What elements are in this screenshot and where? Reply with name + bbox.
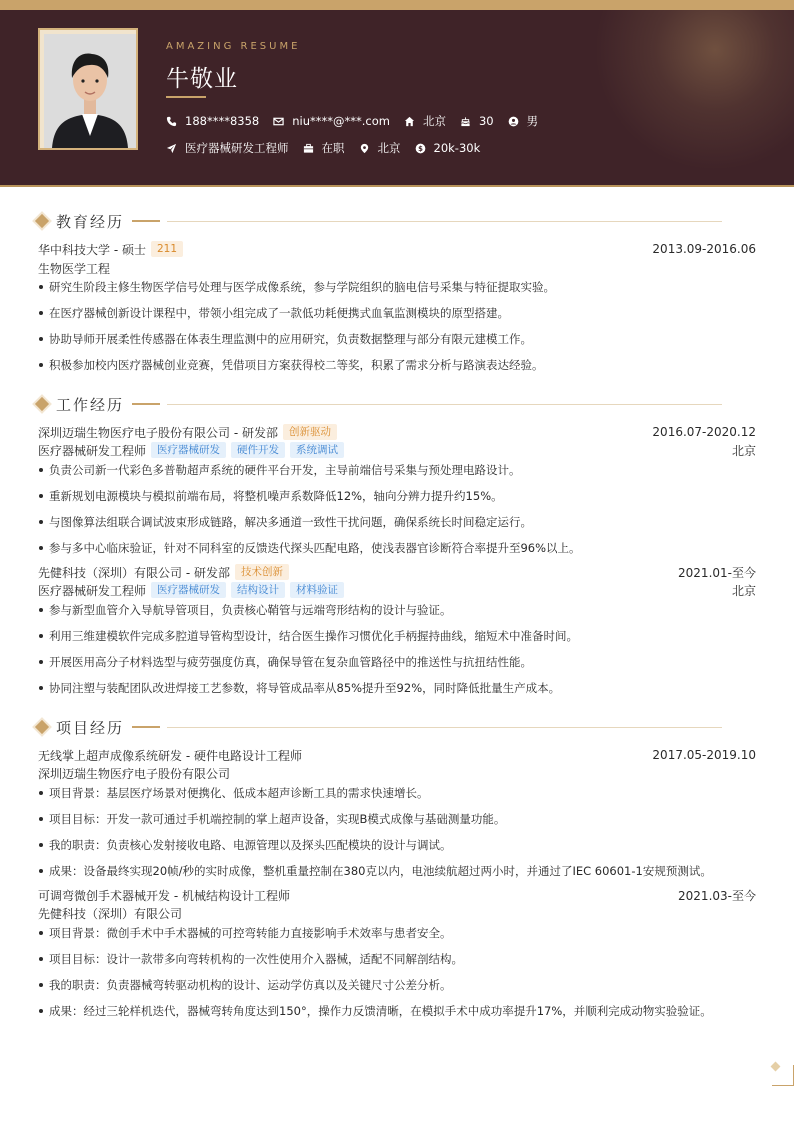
briefcase-icon: [303, 143, 314, 154]
bullet-dot: [39, 686, 43, 690]
major: 生物医学工程: [38, 261, 111, 276]
school-tag: 211: [151, 241, 183, 257]
section-accent-line: [132, 403, 160, 405]
education-date: 2013.09-2016.06: [652, 242, 756, 256]
corner-diamond-decoration: [771, 1062, 781, 1072]
list-item: [38, 462, 756, 478]
list-item: [38, 977, 756, 993]
project-company-row: [38, 764, 756, 782]
project-section-header: [34, 717, 160, 737]
age-value: 30: [478, 114, 494, 128]
corner-line-decoration: [772, 1085, 794, 1086]
skill-tag: 医疗器械研发: [151, 442, 226, 458]
bullet-dot: [39, 337, 43, 341]
skill-tag: 医疗器械研发: [151, 582, 226, 598]
section-rule: [167, 221, 722, 222]
project-company-row: [38, 904, 756, 922]
job-status-item: [303, 140, 345, 156]
list-item-text: 积极参加校内医疗器械创业竞赛，凭借项目方案获得校二等奖，积累了需求分析与路演表达经验。: [49, 358, 544, 372]
bullet-dot: [39, 791, 43, 795]
name-underline: [166, 96, 206, 98]
section-title-projects: 项目经历: [56, 718, 125, 737]
gender-value: 男: [526, 114, 539, 128]
bullet-dot: [39, 546, 43, 550]
education-major-row: [38, 259, 756, 277]
diamond-icon: [35, 397, 49, 411]
job-city: 北京: [731, 583, 756, 598]
section-accent-line: [132, 220, 160, 222]
skill-tag: 系统调试: [290, 442, 344, 458]
resume-header: [0, 10, 794, 186]
phone-value: 188****8358: [185, 114, 260, 128]
target-city-value: 北京: [377, 141, 401, 155]
bullet-dot: [39, 608, 43, 612]
bullet-dot: [39, 363, 43, 367]
skill-tag: 结构设计: [231, 582, 285, 598]
job-tag: 创新驱动: [283, 424, 337, 440]
company-dept: 先健科技（深圳）有限公司 - 研发部: [38, 565, 230, 580]
phone-icon: [166, 116, 177, 127]
list-item-text: 项目目标：设计一款带多向弯转机构的一次性使用介入器械，适配不同解剖结构。: [49, 952, 463, 966]
list-item-text: 与图像算法组联合调试波束形成链路，解决多通道一致性干扰问题，确保系统长时间稳定运行。: [49, 515, 532, 529]
job-tag: 技术创新: [235, 564, 289, 580]
list-item: [38, 357, 756, 373]
section-title-education: 教育经历: [56, 212, 125, 231]
job-status-value: 在职: [321, 141, 345, 155]
list-item-text: 开展医用高分子材料选型与疲劳强度仿真，确保导管在复杂血管路径中的推送性与抗扭结性能。: [49, 655, 532, 669]
profile-photo-frame: [38, 28, 138, 150]
work-section-header: [34, 394, 160, 414]
list-item-text: 成果：设备最终实现20帧/秒的实时成像，整机重量控制在380克以内，电池续航超过两小时，并通过了IEC 60601-1安规预测试。: [49, 864, 712, 878]
education-section-header: [34, 211, 160, 231]
list-item-text: 利用三维建模软件完成多腔道导管构型设计，结合医生操作习惯优化手柄握持曲线，缩短术中准备时间。: [49, 629, 578, 643]
residence-value: 北京: [422, 114, 446, 128]
bullet-dot: [39, 817, 43, 821]
list-item-text: 我的职责：负责核心发射接收电路、电源管理以及探头匹配模块的设计与调试。: [49, 838, 452, 852]
list-item-text: 在医疗器械创新设计课程中，带领小组完成了一款低功耗便携式血氧监测模块的原型搭建。: [49, 306, 509, 320]
list-item: [38, 680, 756, 696]
skill-tag: 材料验证: [290, 582, 344, 598]
list-item: [38, 602, 756, 618]
email-item: [273, 114, 390, 128]
list-item: [38, 837, 756, 853]
list-item: [38, 514, 756, 530]
section-rule: [167, 727, 722, 728]
job-position: 医疗器械研发工程师: [38, 443, 147, 458]
cake-icon: [460, 116, 471, 127]
diamond-icon: [35, 720, 49, 734]
svg-text:$: $: [417, 144, 423, 153]
list-item-text: 协同注塑与装配团队改进焊接工艺参数，将导管成品率从85%提升至92%，同时降低批量生产成本。: [49, 681, 561, 695]
list-item: [38, 785, 756, 801]
list-item: [38, 654, 756, 670]
project-company: 深圳迈瑞生物医疗电子股份有限公司: [38, 766, 231, 781]
diamond-icon: [35, 214, 49, 228]
bullet-dot: [39, 634, 43, 638]
list-item-text: 参与新型血管介入导航导管项目，负责核心鞘管与远端弯形结构的设计与验证。: [49, 603, 452, 617]
list-item: [38, 951, 756, 967]
list-item: [38, 279, 756, 295]
education-heading-row: [38, 240, 756, 258]
list-item-text: 项目背景：基层医疗场景对便携化、低成本超声诊断工具的需求快速增长。: [49, 786, 429, 800]
profile-photo: [44, 34, 136, 148]
list-item: [38, 811, 756, 827]
school-degree: 华中科技大学 - 硕士: [38, 242, 146, 257]
list-item: [38, 488, 756, 504]
list-item: [38, 628, 756, 644]
list-item-text: 项目背景：微创手术中手术器械的可控弯转能力直接影响手术效率与患者安全。: [49, 926, 452, 940]
bullet-dot: [39, 311, 43, 315]
list-item: [38, 540, 756, 556]
project-heading-row: [38, 746, 756, 764]
bullet-dot: [39, 285, 43, 289]
user-icon: [508, 116, 519, 127]
list-item: [38, 1003, 756, 1019]
contact-row: [166, 112, 552, 130]
bullet-dot: [39, 957, 43, 961]
project-name-role: 无线掌上超声成像系统研发 - 硬件电路设计工程师: [38, 748, 302, 763]
project-heading-row: [38, 886, 756, 904]
list-item: [38, 331, 756, 347]
gender-item: [508, 113, 539, 129]
target-city-item: [359, 140, 401, 156]
home-icon: [404, 116, 415, 127]
target-position-value: 医疗器械研发工程师: [185, 141, 289, 155]
target-position-item: [166, 140, 289, 156]
skill-tag: 硬件开发: [231, 442, 285, 458]
project-company: 先健科技（深圳）有限公司: [38, 906, 183, 921]
job-heading-row: [38, 423, 756, 441]
job-intent-row: [166, 139, 494, 157]
list-item-text: 重新规划电源模块与模拟前端布局，将整机噪声系数降低12%，轴向分辨力提升约15%。: [49, 489, 503, 503]
job-date: 2021.01-至今: [678, 565, 756, 580]
list-item-text: 我的职责：负责器械弯转驱动机构的设计、运动学仿真以及关键尺寸公差分析。: [49, 978, 452, 992]
project-date: 2021.03-至今: [678, 888, 756, 903]
job-city: 北京: [731, 443, 756, 458]
list-item-text: 协助导师开展柔性传感器在体表生理监测中的应用研究，负责数据整理与部分有限元建模工作。: [49, 332, 532, 346]
phone-item: [166, 114, 259, 128]
candidate-name: 牛敬业: [166, 66, 238, 92]
job-position-row: [38, 581, 756, 599]
money-icon: [415, 143, 426, 154]
list-item-text: 参与多中心临床验证，针对不同科室的反馈迭代探头匹配电路，使浅表器官诊断符合率提升至96%以上。: [49, 541, 581, 555]
salary-item: [415, 141, 481, 155]
job-date: 2016.07-2020.12: [652, 425, 756, 439]
section-rule: [167, 404, 722, 405]
bullet-dot: [39, 520, 43, 524]
job-position: 医疗器械研发工程师: [38, 583, 147, 598]
list-item: [38, 305, 756, 321]
bullet-dot: [39, 843, 43, 847]
age-item: [460, 114, 494, 128]
bullet-dot: [39, 660, 43, 664]
email-value: niu****@***.com: [292, 114, 390, 128]
salary-value: 20k-30k: [433, 141, 481, 155]
list-item-text: 项目目标：开发一款可通过手机端控制的掌上超声设备，实现B模式成像与基础测量功能。: [49, 812, 506, 826]
section-accent-line: [132, 726, 160, 728]
project-date: 2017.05-2019.10: [652, 748, 756, 762]
resume-kicker: AMAZING RESUME: [166, 41, 301, 52]
list-item-text: 成果：经过三轮样机迭代，器械弯转角度达到150°，操作力反馈清晰，在模拟手术中成功率提升17%，并顺利完成动物实验验证。: [49, 1004, 712, 1018]
send-icon: [166, 143, 177, 154]
location-icon: [359, 143, 370, 154]
list-item-text: 负责公司新一代彩色多普勒超声系统的硬件平台开发，主导前端信号采集与预处理电路设计。: [49, 463, 521, 477]
bullet-dot: [39, 931, 43, 935]
company-dept: 深圳迈瑞生物医疗电子股份有限公司 - 研发部: [38, 425, 278, 440]
section-title-work: 工作经历: [56, 395, 125, 414]
bullet-dot: [39, 494, 43, 498]
list-item: [38, 863, 756, 879]
job-heading-row: [38, 563, 756, 581]
project-name-role: 可调弯微创手术器械开发 - 机械结构设计工程师: [38, 888, 290, 903]
bullet-dot: [39, 1009, 43, 1013]
bullet-dot: [39, 983, 43, 987]
list-item-text: 研究生阶段主修生物医学信号处理与医学成像系统，参与学院组织的脑电信号采集与特征提取实验。: [49, 280, 555, 294]
job-position-row: [38, 441, 756, 459]
bullet-dot: [39, 869, 43, 873]
header-divider: [0, 185, 794, 187]
list-item: [38, 925, 756, 941]
email-icon: [273, 116, 284, 127]
bullet-dot: [39, 468, 43, 472]
top-accent-strip: [0, 0, 794, 10]
residence-item: [404, 113, 446, 129]
